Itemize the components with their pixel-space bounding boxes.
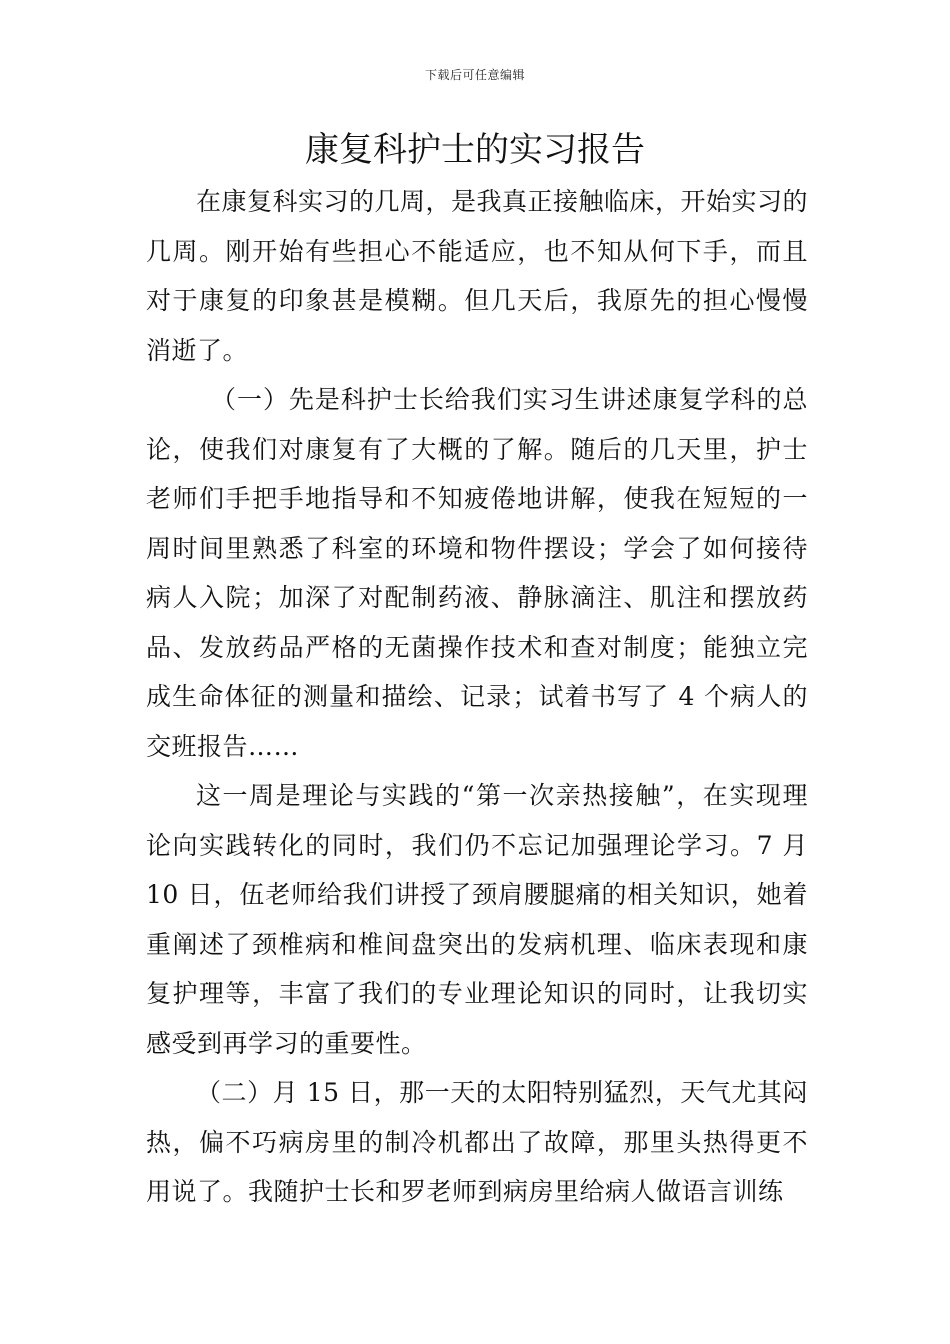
page-header-note: 下载后可任意编辑: [424, 68, 525, 82]
document-body: [146, 177, 808, 1217]
paragraph-2: （一）先是科护士长给我们实习生讲述康复学科的总论，使我们对康复有了大概的了解。随后的几天里，护士老师们手把手地指导和不知疲倦地讲解，使我在短短的一周时间里熟悉了科室的环境和物件摆设；学会了如何接待病人入院；加深了对配制药液、静脉滴注、肌注和摆放药品、发放药品严格的无菌操作技术和查对制度；能独立完成生命体征的测量和描绘、记录；试着书写了 4 个病人的交班报告……: [146, 385, 808, 761]
paragraph-4: （二）月 15 日，那一天的太阳特别猛烈，天气尤其闷热，偏不巧病房里的制冷机都出了故障，那里头热得更不用说了。我随护士长和罗老师到病房里给病人做语言训练: [146, 1078, 808, 1206]
document-title: 康复科护士的实习报告: [305, 130, 645, 170]
paragraph-1: 在康复科实习的几周，是我真正接触临床，开始实习的几周。刚开始有些担心不能适应，也不知从何下手，而且对于康复的印象甚是模糊。但几天后，我原先的担心慢慢消逝了。: [146, 187, 809, 365]
paragraph-3: 这一周是理论与实践的“第一次亲热接触”，在实现理论向实践转化的同时，我们仍不忘记加强理论学习。7 月 10 日，伍老师给我们讲授了颈肩腰腿痛的相关知识，她着重阐述了颈椎病和椎间盘突出的发病机理、临床表现和康复护理等，丰富了我们的专业理论知识的同时，让我切实感受到再学习的重要性。: [146, 781, 808, 1058]
